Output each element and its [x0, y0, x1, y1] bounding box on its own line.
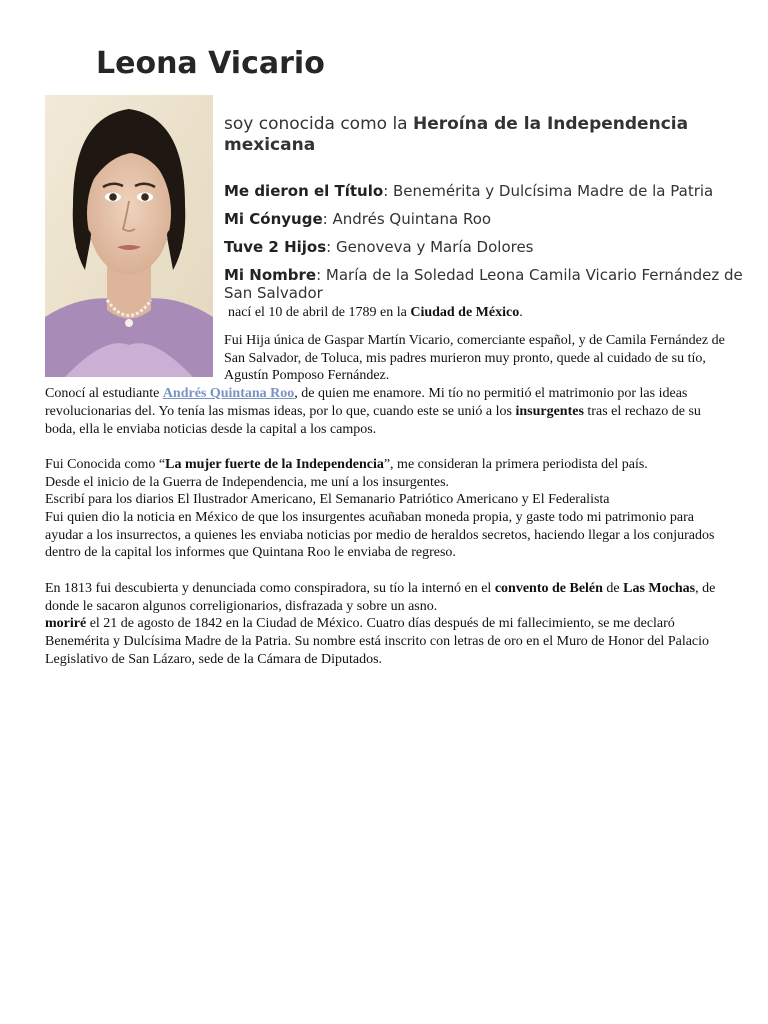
- bio-paragraph-1813: [45, 580, 725, 615]
- fact-value: : Andrés Quintana Roo: [322, 210, 492, 228]
- bio-text: ”, me consideran la primera periodista del país.: [383, 456, 648, 472]
- bio-paragraph-known-as: [45, 456, 725, 474]
- bio-text: tras el rechazo de su boda, ella le enviaba noticias desde la capital a los campos.: [45, 403, 701, 437]
- birth-city: Ciudad de México: [410, 305, 520, 320]
- bio-paragraph-joined: Desde el inicio de la Guerra de Independencia, me uní a los insurgentes.: [45, 474, 450, 490]
- birth-suffix: .: [519, 305, 523, 320]
- bio-text: Conocí al estudiante: [45, 386, 163, 402]
- intro-prefix: soy conocida como la: [224, 114, 413, 134]
- fact-children: [224, 238, 744, 256]
- bio-paragraph-parents: Fui Hija única de Gaspar Martín Vicario, comerciante español, y de Camila Fernández de San Salvador, de Toluca, mis padres murieron muy pronto, quede al cuidado de su tío, Agustín Pomposo Fernández.: [224, 333, 725, 384]
- link-andres-quintana-roo[interactable]: Andrés Quintana Roo: [162, 386, 295, 402]
- bio-paragraph-news: Fui quien dio la noticia en México de que los insurgentes acuñaban moneda propia, y gaste todo mi patrimonio para ayudar a los insurrectos, a quienes les enviaba noticias por medio de heraldos secretos, haciendo llegar a los conjurados dentro de la capital los informes que Quintana Roo le enviaba de regreso.: [45, 510, 715, 561]
- bio-bold: La mujer fuerte de la Independencia: [165, 456, 384, 472]
- fact-label: Me dieron el Título: [224, 182, 384, 200]
- facts-list: [224, 182, 744, 312]
- birth-prefix: nací el 10 de abril de 1789 en la: [228, 305, 411, 320]
- bio-text: el 21 de agosto de 1842 en la Ciudad de México. Cuatro días después de mi fallecimiento, se me declaró Benemérita y Dulcísima Madre de la Patria. Su nombre está inscrito con letras de oro en el Muro de Honor del Palacio Legislativo de San Lázaro, sede de la Cámara de Diputados.: [45, 616, 710, 667]
- bio-text: Fui Conocida como “: [45, 456, 166, 472]
- bio-text: , de donde le sacaron algunos correligionarios, disfrazada y sobre un asno.: [45, 580, 716, 614]
- intro-highlight: Heroína de la Independencia mexicana: [224, 114, 689, 155]
- fact-full-name: [224, 266, 744, 302]
- bio-bold: convento de Belén: [494, 580, 603, 596]
- intro-text: [224, 114, 734, 156]
- bio-paragraph-death: [45, 615, 725, 668]
- fact-label: Mi Cónyuge: [224, 210, 323, 228]
- fact-spouse: [224, 210, 744, 228]
- bio-bold: Las Mochas: [623, 580, 696, 596]
- bio-bold: insurgentes: [515, 403, 584, 419]
- bio-text: , de quien me enamore. Mi tío no permitió el matrimonio por las ideas revolucionarias del. Yo tenía las mismas ideas, por lo que, cuando este se unió a los: [45, 386, 688, 419]
- bio-paragraph-marriage: [45, 385, 725, 438]
- fact-label: Tuve 2 Hijos: [224, 238, 327, 256]
- birth-info: [228, 304, 748, 321]
- page-title: Leona Vicario: [96, 46, 325, 81]
- fact-value: : María de la Soledad Leona Camila Vicario Fernández de San Salvador: [224, 266, 743, 302]
- fact-value: : Benemérita y Dulcísima Madre de la Patria: [383, 182, 714, 200]
- bio-text: En 1813 fui descubierta y denunciada como conspiradora, su tío la internó en el: [45, 580, 495, 596]
- bio-paragraph-newspapers: Escribí para los diarios El Ilustrador Americano, El Semanario Patriótico Americano y El Federalista: [45, 492, 610, 508]
- bio-text: de: [602, 580, 624, 596]
- fact-title: [224, 182, 744, 200]
- fact-label: Mi Nombre: [224, 266, 317, 284]
- biography: [45, 332, 725, 668]
- fact-value: : Genoveva y María Dolores: [326, 238, 534, 256]
- bio-bold: moriré: [45, 616, 87, 632]
